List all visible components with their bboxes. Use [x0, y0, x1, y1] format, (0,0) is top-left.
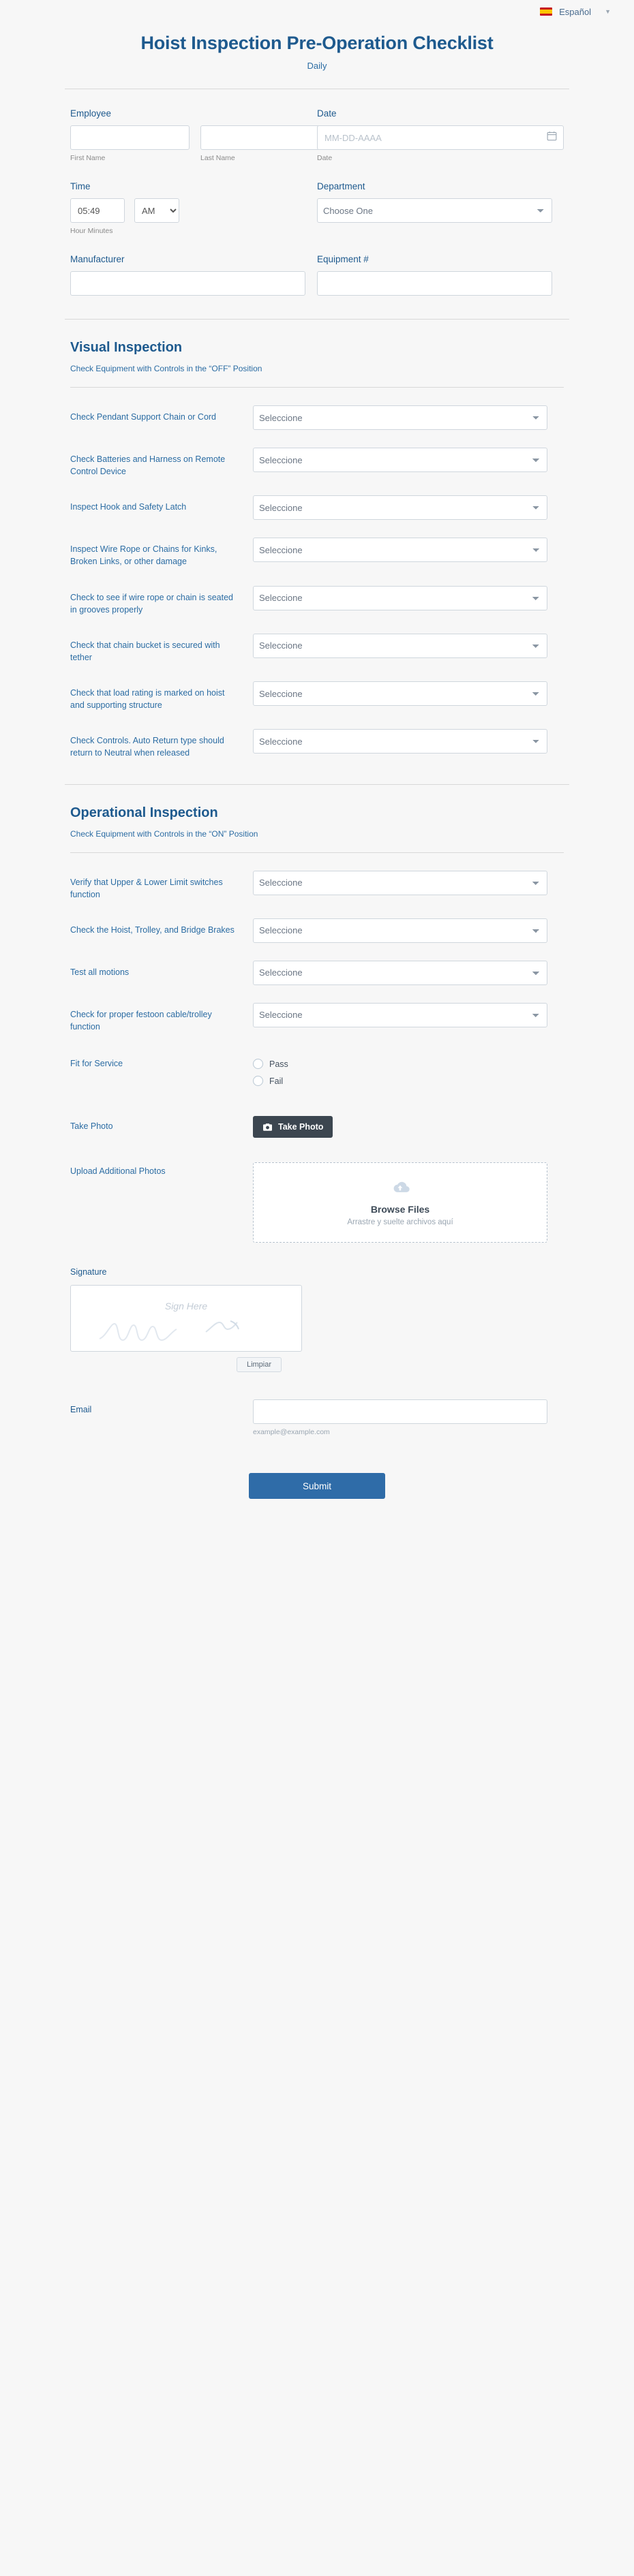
- operational-inspection-item-control: [253, 1003, 547, 1027]
- visual-inspection-item-select[interactable]: [253, 586, 547, 610]
- visual-inspection-item-label: Check that load rating is marked on hoist and supporting structure: [70, 688, 225, 711]
- radio-button-fail[interactable]: [253, 1076, 263, 1086]
- take-photo-row: [70, 1116, 564, 1138]
- operational-inspection-item-label: Check for proper festoon cable/trolley function: [70, 1009, 212, 1031]
- date-group: [317, 108, 564, 162]
- first-name-group: [70, 125, 190, 162]
- language-selector[interactable]: [0, 0, 634, 23]
- visual-inspection-subheading: Check Equipment with Controls in the “OFF” Position: [70, 364, 262, 373]
- upload-photos-label: Upload Additional Photos: [70, 1166, 166, 1176]
- employee-label: Employee: [70, 108, 112, 119]
- page-title: Hoist Inspection Pre-Operation Checklist: [140, 33, 494, 53]
- fit-for-service-row: [70, 1056, 564, 1093]
- visual-inspection-item-row: [70, 405, 564, 430]
- submit-button[interactable]: Submit: [249, 1473, 385, 1499]
- operational-inspection-item-label: Test all motions: [70, 967, 130, 977]
- visual-inspection-item-select[interactable]: [253, 405, 547, 430]
- chevron-down-icon[interactable]: ▼: [605, 8, 611, 15]
- visual-inspection-item-control: [253, 681, 547, 706]
- visual-inspection-item-row: [70, 729, 564, 759]
- visual-inspection-item-row: [70, 448, 564, 478]
- fit-for-service-option-pass[interactable]: [253, 1059, 547, 1069]
- visual-inspection-item-row: [70, 495, 564, 520]
- operational-inspection-list: [70, 871, 564, 1034]
- visual-inspection-divider: [70, 387, 564, 388]
- operational-inspection-item-label: Verify that Upper & Lower Limit switches function: [70, 877, 223, 899]
- fit-for-service-option-fail[interactable]: [253, 1076, 547, 1086]
- visual-inspection-item-select[interactable]: [253, 448, 547, 472]
- department-select[interactable]: [317, 198, 552, 223]
- upload-photos-row: [70, 1162, 564, 1243]
- time-department-row: [70, 181, 564, 235]
- manufacturer-equipment-row: [70, 254, 564, 296]
- visual-inspection-item-select[interactable]: [253, 538, 547, 562]
- first-name-input[interactable]: [70, 125, 190, 150]
- signature-pad[interactable]: [70, 1285, 302, 1352]
- last-name-sublabel: Last Name: [200, 154, 235, 162]
- department-label: Department: [317, 181, 365, 191]
- visual-inspection-item-select[interactable]: [253, 634, 547, 658]
- operational-inspection-section: [37, 785, 597, 1500]
- last-name-group: [200, 125, 320, 162]
- visual-inspection-item-control: [253, 586, 547, 610]
- submit-row: [70, 1473, 564, 1499]
- time-input[interactable]: [70, 198, 125, 223]
- time-sublabel: Hour Minutes: [70, 227, 113, 235]
- date-label: Date: [317, 108, 337, 119]
- page-subtitle: Daily: [307, 61, 327, 71]
- visual-inspection-item-label: Check Batteries and Harness on Remote Control Device: [70, 454, 226, 477]
- operational-inspection-item-control: [253, 871, 547, 895]
- email-row: [70, 1399, 564, 1436]
- signature-label: Signature: [70, 1267, 107, 1277]
- radio-button-pass[interactable]: [253, 1059, 263, 1069]
- operational-inspection-item-label: Check the Hoist, Trolley, and Bridge Brakes: [70, 925, 235, 935]
- visual-inspection-item-row: [70, 586, 564, 616]
- ampm-select[interactable]: [134, 198, 179, 223]
- equipment-group: [317, 254, 564, 296]
- radio-label-fail: Fail: [269, 1076, 284, 1086]
- visual-inspection-heading: Visual Inspection: [70, 340, 183, 355]
- visual-inspection-item-label: Inspect Wire Rope or Chains for Kinks, Broken Links, or other damage: [70, 544, 217, 567]
- visual-inspection-item-row: [70, 634, 564, 664]
- visual-inspection-section: [37, 320, 597, 760]
- cloud-upload-icon: [389, 1179, 412, 1199]
- visual-inspection-item-control: [253, 538, 547, 562]
- date-input[interactable]: [317, 125, 564, 150]
- employee-group: [70, 108, 317, 162]
- visual-inspection-list: [70, 405, 564, 760]
- time-group: [70, 181, 317, 235]
- first-name-sublabel: First Name: [70, 154, 106, 162]
- manufacturer-label: Manufacturer: [70, 254, 125, 264]
- email-label: Email: [70, 1405, 92, 1414]
- visual-inspection-item-select[interactable]: [253, 729, 547, 754]
- visual-inspection-item-label: Check Controls. Auto Return type should return to Neutral when released: [70, 736, 224, 758]
- fit-for-service-radio-group: [253, 1056, 547, 1086]
- operational-inspection-item-select[interactable]: [253, 961, 547, 985]
- email-input[interactable]: [253, 1399, 547, 1424]
- camera-icon: [262, 1123, 273, 1132]
- operational-inspection-item-select[interactable]: [253, 1003, 547, 1027]
- visual-inspection-item-select[interactable]: [253, 495, 547, 520]
- operational-inspection-item-row: [70, 961, 564, 985]
- equipment-number-input[interactable]: [317, 271, 552, 296]
- language-label: Español: [559, 6, 592, 17]
- operational-inspection-item-control: [253, 961, 547, 985]
- visual-inspection-item-label: Check Pendant Support Chain or Cord: [70, 412, 217, 422]
- equipment-label: Equipment #: [317, 254, 369, 264]
- browse-files-label[interactable]: Browse Files: [370, 1203, 430, 1215]
- visual-inspection-item-control: [253, 729, 547, 754]
- visual-inspection-item-control: [253, 495, 547, 520]
- operational-inspection-item-select[interactable]: [253, 918, 547, 943]
- file-dropzone[interactable]: [253, 1162, 547, 1243]
- calendar-icon[interactable]: [547, 131, 557, 144]
- visual-inspection-item-control: [253, 634, 547, 658]
- take-photo-button[interactable]: [253, 1116, 333, 1138]
- date-sublabel: Date: [317, 154, 333, 162]
- operational-inspection-item-select[interactable]: [253, 871, 547, 895]
- time-label: Time: [70, 181, 91, 191]
- clear-signature-button[interactable]: Limpiar: [237, 1357, 282, 1372]
- visual-inspection-item-label: Check that chain bucket is secured with tether: [70, 640, 220, 662]
- manufacturer-group: [70, 254, 317, 296]
- operational-inspection-item-row: [70, 918, 564, 943]
- operational-inspection-heading: Operational Inspection: [70, 805, 218, 820]
- operational-inspection-subheading: Check Equipment with Controls in the “ON” Position: [70, 828, 258, 839]
- operational-inspection-item-row: [70, 871, 564, 901]
- employee-date-row: [70, 108, 564, 162]
- signature-hint: Sign Here: [164, 1301, 208, 1312]
- visual-inspection-item-control: [253, 448, 547, 472]
- take-photo-label: Take Photo: [70, 1121, 113, 1131]
- visual-inspection-item-label: Check to see if wire rope or chain is seated in grooves properly: [70, 592, 234, 615]
- manufacturer-input[interactable]: [70, 271, 305, 296]
- visual-inspection-item-row: [70, 538, 564, 568]
- take-photo-button-label: Take Photo: [278, 1122, 324, 1132]
- general-info-section: [37, 108, 597, 296]
- operational-inspection-item-row: [70, 1003, 564, 1033]
- operational-inspection-item-control: [253, 918, 547, 943]
- operational-inspection-divider: [70, 852, 564, 853]
- visual-inspection-item-control: [253, 405, 547, 430]
- department-group: [317, 181, 564, 235]
- visual-inspection-item-select[interactable]: [253, 681, 547, 706]
- last-name-input[interactable]: [200, 125, 320, 150]
- visual-inspection-item-row: [70, 681, 564, 711]
- visual-inspection-item-label: Inspect Hook and Safety Latch: [70, 502, 187, 512]
- fit-for-service-label: Fit for Service: [70, 1059, 123, 1068]
- drag-drop-hint: Arrastre y suelte archivos aquí: [347, 1217, 453, 1226]
- form-container: [37, 33, 597, 1499]
- email-hint: example@example.com: [253, 1428, 330, 1436]
- spain-flag-icon: [540, 7, 552, 16]
- radio-label-pass: Pass: [269, 1059, 288, 1069]
